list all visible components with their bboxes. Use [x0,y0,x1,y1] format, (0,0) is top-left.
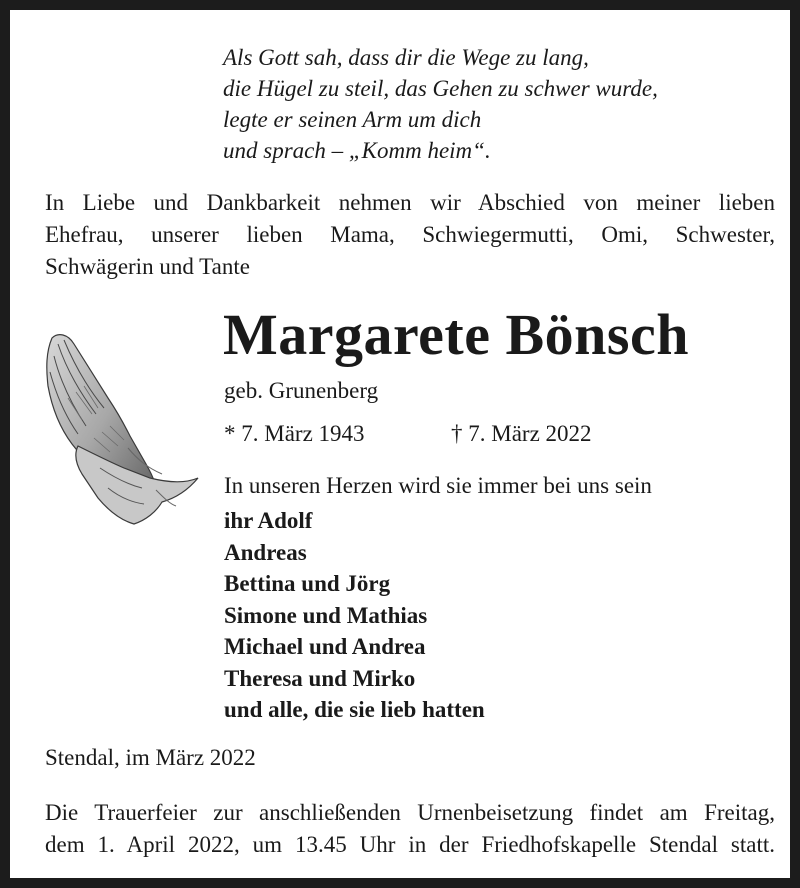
intro-text [45,187,775,283]
list-item: ihr Adolf [224,508,313,533]
birth-date: * 7. März 1943 [224,421,365,446]
death-date: † 7. März 2022 [451,421,592,446]
poem-line: und sprach – „Komm heim“. [223,138,491,163]
list-item: und alle, die sie lieb hatten [224,697,485,722]
poem-line: Als Gott sah, dass dir die Wege zu lang, [223,45,589,70]
deceased-name: Margarete Bönsch [223,302,689,367]
list-item: Simone und Mathias [224,602,428,628]
funeral-notice [45,797,775,861]
intro-line: Schwägerin und Tante [45,254,250,279]
list-item: Michael und Andrea [224,634,426,659]
praying-hands-icon [38,328,203,528]
poem-line: legte er seinen Arm um dich [223,107,482,132]
intro-line: In Liebe und Dankbarkeit nehmen wir Abschied von meiner lieben [45,190,775,215]
poem [223,42,658,166]
mourners-list [224,505,485,726]
list-item: Theresa und Mirko [224,665,416,691]
notice-line: dem 1. April 2022, um 13.45 Uhr in der Friedhofskapelle Stendal statt. [45,832,775,857]
list-item: Andreas [224,539,307,565]
notice-line: Die Trauerfeier zur anschließenden Urnenbeisetzung findet am Freitag, [45,800,775,825]
heart-line: In unseren Herzen wird sie immer bei uns sein [224,473,652,498]
intro-line: Ehefrau, unserer lieben Mama, Schwiegermutti, Omi, Schwester, [45,222,775,247]
maiden-name: geb. Grunenberg [224,378,379,403]
place-date: Stendal, im März 2022 [45,745,256,770]
list-item: Bettina und Jörg [224,571,391,596]
poem-line: die Hügel zu steil, das Gehen zu schwer wurde, [223,76,658,101]
